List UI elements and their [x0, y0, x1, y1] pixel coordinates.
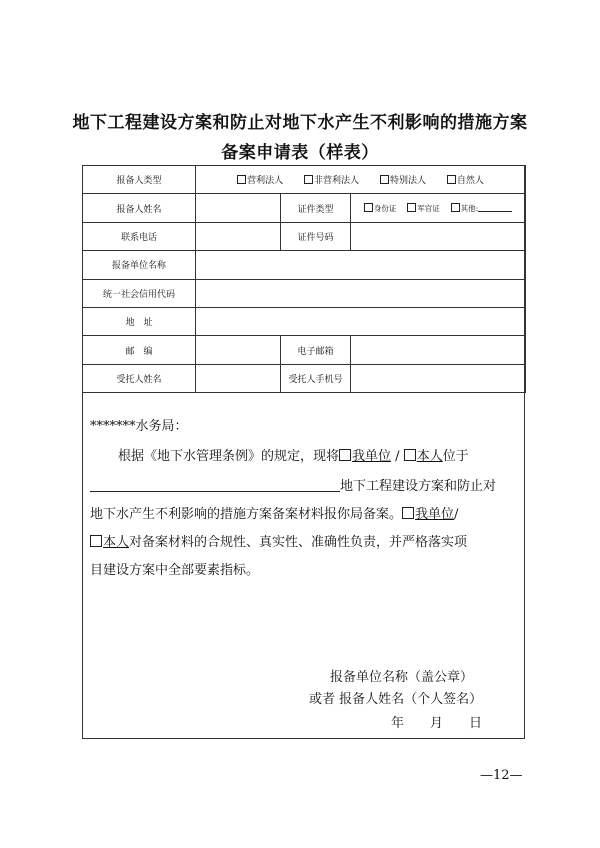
id-type-options	[351, 194, 526, 222]
unit-name-field[interactable]	[196, 251, 526, 279]
table-row	[83, 222, 526, 250]
checkbox-icon[interactable]	[404, 449, 416, 461]
table-row	[83, 166, 526, 194]
id-option-other[interactable]: 其他:	[451, 204, 513, 213]
signature-unit-name: 报备单位名称（盖公章）	[330, 670, 474, 685]
email-label: 电子邮箱	[281, 336, 351, 364]
phone-field[interactable]	[196, 222, 281, 250]
registration-table	[82, 165, 526, 393]
agent-phone-label: 受托人手机号	[281, 364, 351, 392]
reporter-name-field[interactable]	[196, 194, 281, 222]
document-title: 地下工程建设方案和防止对地下水产生不利影响的措施方案	[72, 113, 528, 133]
addressee: *******水务局：	[90, 419, 188, 434]
checkbox-icon	[380, 175, 389, 184]
my-unit-option: 我单位	[415, 507, 455, 522]
type-option-special[interactable]: 特别法人	[380, 176, 426, 186]
id-option-officer[interactable]: 军官证	[407, 204, 440, 213]
letter-line-4: 本人对备案材料的合规性、真实性、准确性负责，并严格落实项	[90, 531, 467, 550]
address-label: 地 址	[83, 307, 196, 335]
myself-option: 本人	[416, 449, 443, 464]
project-location-blank[interactable]	[90, 479, 340, 492]
table-row	[83, 336, 526, 364]
table-row	[83, 194, 526, 222]
agent-phone-field[interactable]	[351, 364, 526, 392]
reporter-name-label: 报备人姓名	[83, 194, 196, 222]
checkbox-icon	[304, 175, 313, 184]
id-type-label: 证件类型	[281, 194, 351, 222]
credit-code-label: 统一社会信用代码	[83, 279, 196, 307]
type-option-non-profit[interactable]: 非营利法人	[304, 176, 359, 186]
myself-option: 本人	[103, 535, 130, 550]
checkbox-icon	[237, 175, 246, 184]
table-row	[83, 307, 526, 335]
address-field[interactable]	[196, 307, 526, 335]
id-number-field[interactable]	[351, 222, 526, 250]
type-option-natural-person[interactable]: 自然人	[447, 176, 484, 186]
unit-name-label: 报备单位名称	[83, 251, 196, 279]
reporter-type-label: 报备人类型	[83, 166, 196, 194]
checkbox-icon[interactable]	[339, 449, 351, 461]
signature-date: 年 月 日	[391, 716, 483, 731]
agent-name-field[interactable]	[196, 364, 281, 392]
document-subtitle: 备案申请表（样表）	[221, 143, 379, 163]
letter-line-5: 目建设方案中全部要素指标。	[90, 563, 260, 578]
letter-line-3: 地下水产生不利影响的措施方案备案材料报你局备案。 我单位/	[90, 507, 459, 522]
letter-line-2: 地下工程建设方案和防止对	[90, 475, 496, 494]
agent-name-label: 受托人姓名	[83, 364, 196, 392]
page-number: —12—	[480, 768, 523, 783]
postcode-label: 邮 编	[83, 336, 196, 364]
table-row	[83, 364, 526, 392]
checkbox-icon[interactable]	[90, 535, 102, 547]
postcode-field[interactable]	[196, 336, 281, 364]
id-option-id-card[interactable]: 身份证	[364, 204, 397, 213]
checkbox-icon	[407, 203, 416, 212]
checkbox-icon	[451, 203, 460, 212]
letter-line-1: 根据《地下水管理条例》的规定，现将 我单位 / 本人位于	[118, 449, 469, 464]
phone-label: 联系电话	[83, 222, 196, 250]
table-row	[83, 279, 526, 307]
table-row	[83, 251, 526, 279]
reporter-type-options	[196, 166, 526, 194]
other-blank[interactable]	[478, 203, 512, 212]
signature-personal-name: 或者 报备人姓名（个人签名）	[309, 692, 483, 707]
email-field[interactable]	[351, 336, 526, 364]
checkbox-icon[interactable]	[402, 507, 414, 519]
my-unit-option: 我单位	[352, 449, 392, 464]
credit-code-field[interactable]	[196, 279, 526, 307]
type-option-for-profit[interactable]: 营利法人	[237, 176, 283, 186]
id-number-label: 证件号码	[281, 222, 351, 250]
checkbox-icon	[447, 175, 456, 184]
checkbox-icon	[364, 203, 373, 212]
